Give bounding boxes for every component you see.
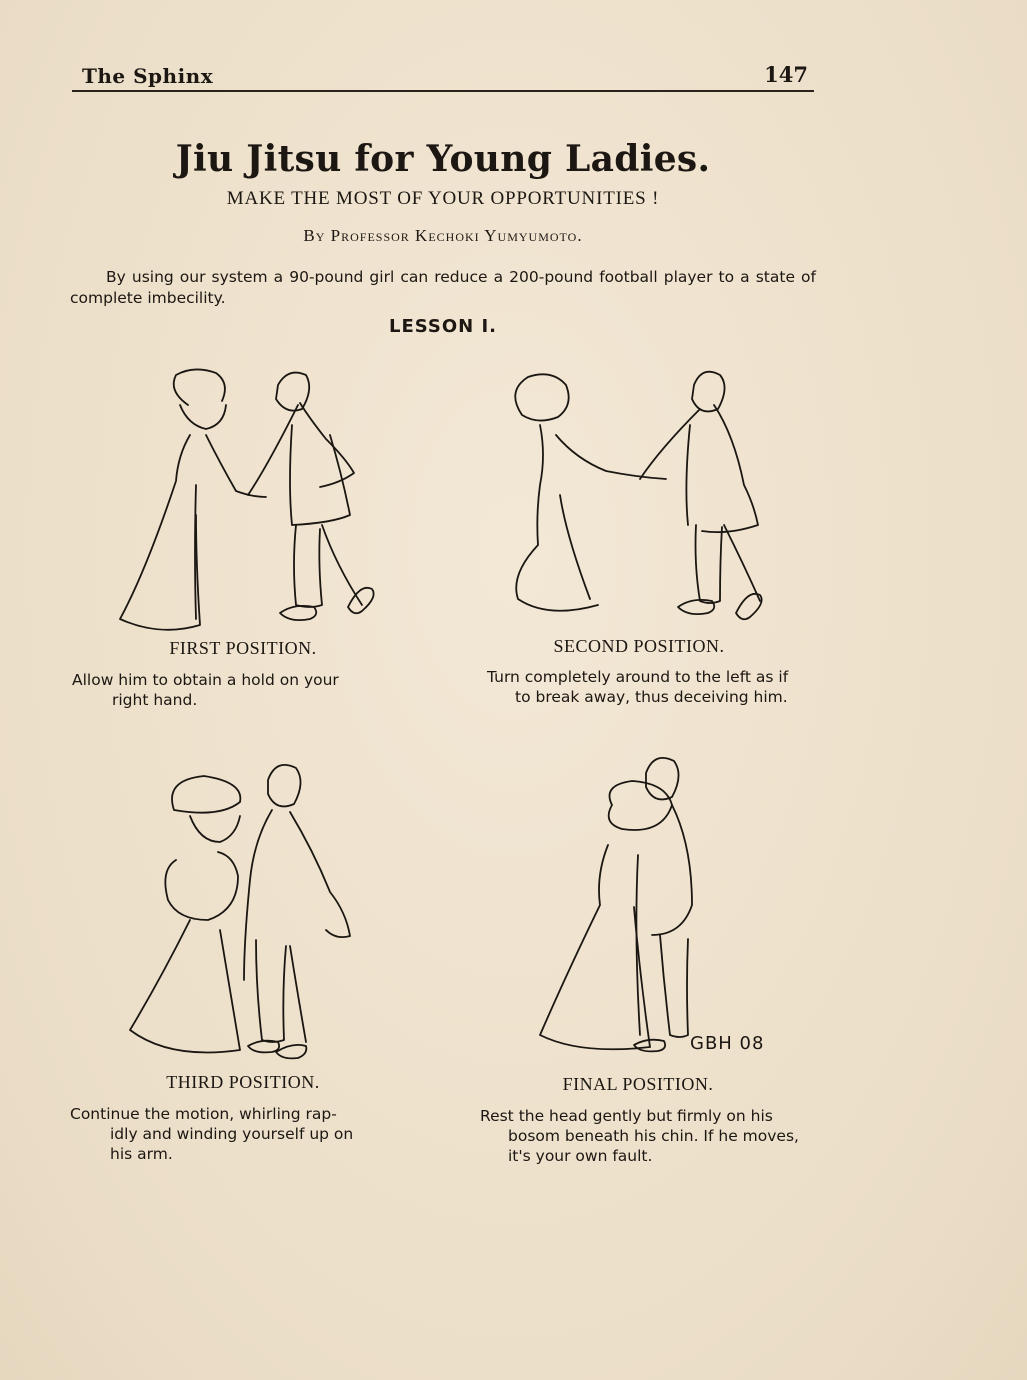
desc-second-line2: to break away, thus deceiving him. (515, 688, 788, 706)
caption-second-position: SECOND POSITION. (553, 636, 725, 656)
journal-name: The Sphinx (82, 64, 214, 88)
page-number: 147 (764, 62, 808, 87)
illustration-second-position (500, 355, 780, 635)
caption-third-position: THIRD POSITION. (166, 1072, 320, 1092)
desc-second-line1: Turn completely around to the left as if (487, 668, 789, 686)
intro-paragraph: By using our system a 90-pound girl can reduce a 200-pound football player to a state of complete imbecility. (70, 268, 816, 307)
running-header (72, 62, 814, 92)
article-subtitle: MAKE THE MOST OF YOUR OPPORTUNITIES ! (226, 188, 660, 209)
desc-third-line1: Continue the motion, whirling rap- (70, 1105, 337, 1123)
article-byline: By Professor Kechoki Yumyumoto. (303, 226, 583, 245)
article-title: Jiu Jitsu for Young Ladies. (175, 138, 711, 180)
desc-first-position (72, 670, 402, 710)
desc-final-position (480, 1106, 820, 1166)
desc-first-line2: right hand. (112, 691, 198, 709)
lesson-heading: LESSON I. (388, 316, 498, 337)
caption-first-position: FIRST POSITION. (169, 638, 317, 658)
desc-first-line1: Allow him to obtain a hold on your (72, 671, 339, 689)
desc-final-line1: Rest the head gently but firmly on his (480, 1107, 773, 1125)
desc-third-line2: idly and winding yourself up on his arm. (110, 1125, 354, 1163)
illustration-final-position (520, 745, 720, 1065)
desc-third-position (70, 1104, 370, 1164)
illustration-third-position (120, 750, 380, 1070)
illustration-first-position (110, 355, 390, 635)
desc-final-line2: bosom beneath his chin. If he moves, it's your own fault. (508, 1127, 799, 1165)
illustrator-signature: GBH 08 (690, 1033, 765, 1054)
desc-second-position (487, 667, 827, 707)
caption-final-position: FINAL POSITION. (562, 1074, 714, 1094)
